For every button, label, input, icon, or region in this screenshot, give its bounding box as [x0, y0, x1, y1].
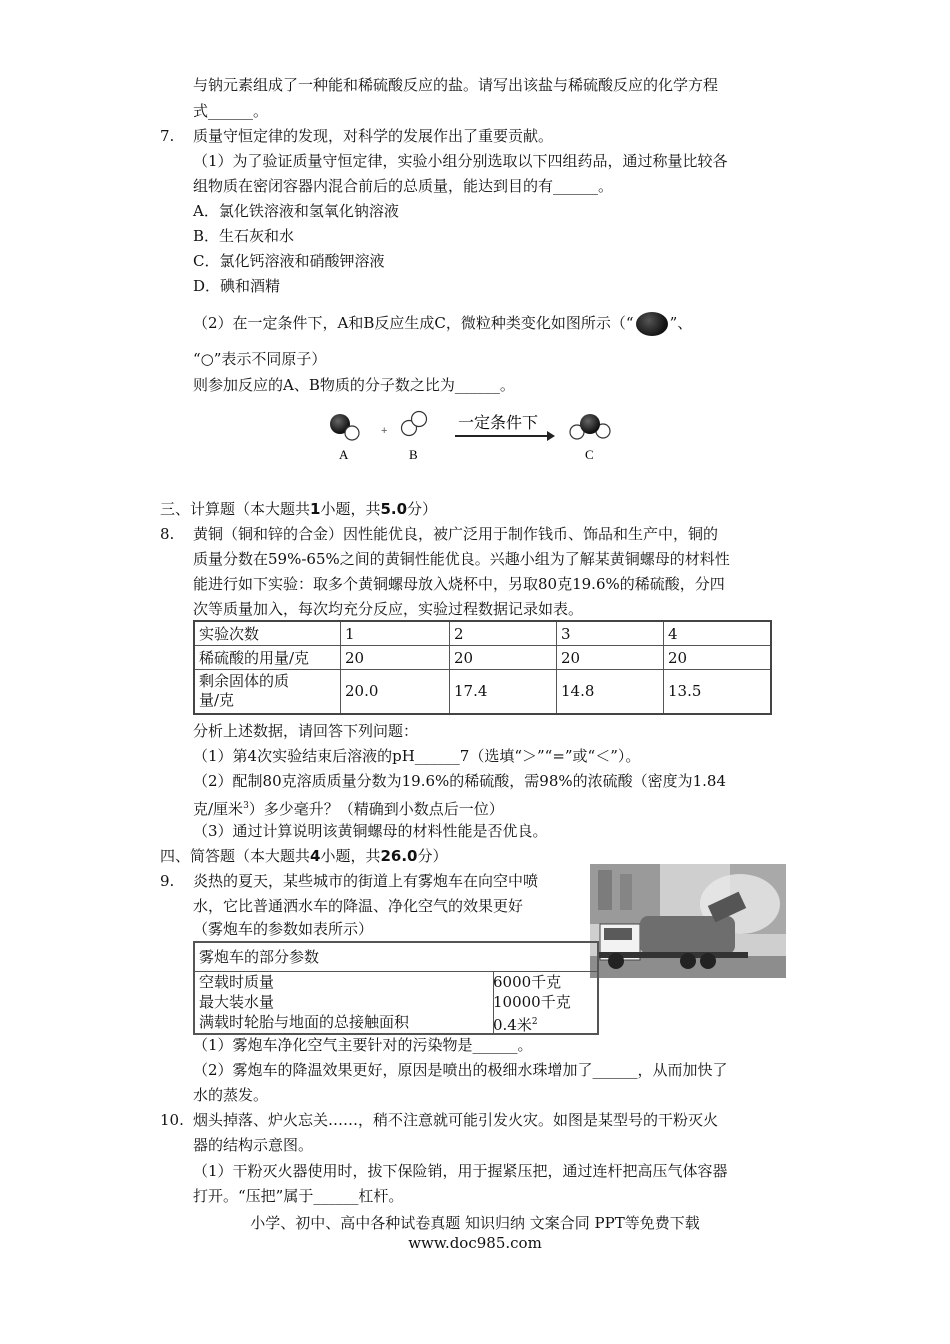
option-a: A．氯化铁溶液和氢氧化钠溶液 — [193, 202, 399, 220]
section-heading: 三、计算题（本大题共1小题，共5.0分） — [160, 500, 438, 518]
text-line: 能进行如下实验：取多个黄铜螺母放入烧杯中，另取80克19.6%的稀硫酸，分四 — [193, 575, 725, 593]
sub-question-1: （1）干粉灭火器使用时，拔下保险销，用于握紧压把，通过连杆把高压气体容器 — [193, 1162, 728, 1180]
table-cell: 20 — [557, 646, 664, 670]
text-line: “○”表示不同原子） — [193, 350, 327, 368]
sub-question-2: （2）雾炮车的降温效果更好，原因是喷出的极细水珠增加了______，从而加快了 — [193, 1061, 728, 1079]
label-a: A — [339, 447, 349, 462]
truck-parameters-table — [193, 941, 599, 1035]
param-labels — [195, 972, 494, 1033]
text-line: 器的结构示意图。 — [193, 1136, 314, 1154]
table-cell: 20.0 — [341, 670, 450, 714]
label-b: B — [409, 447, 418, 462]
question-stem: 质量守恒定律的发现，对科学的发展作出了重要贡献。 — [193, 127, 554, 145]
question-number: 8. — [160, 525, 175, 543]
text-line: 分析上述数据，请回答下列问题： — [193, 722, 419, 740]
table-cell: 13.5 — [664, 670, 772, 714]
table-cell: 20 — [341, 646, 450, 670]
table-row — [194, 621, 771, 646]
table-cell: 实验次数 — [194, 621, 341, 646]
text-line: 烟头掉落、炉火忘关……，稍不注意就可能引发火灾。如图是某型号的干粉灭火 — [193, 1111, 719, 1129]
arrow-label: 一定条件下 — [458, 413, 539, 432]
molecule-b — [402, 412, 427, 436]
reaction-arrow-icon — [455, 431, 555, 441]
sub-question-1: （1）第4次实验结束后溶液的pH______7（选填“＞”“=”或“＜”）。 — [193, 747, 641, 765]
question-number: 9. — [160, 872, 175, 890]
text-line: （1）为了验证质量守恒定律，实验小组分别选取以下四组药品，通过称量比较各 — [193, 152, 728, 170]
text-line: 炎热的夏天，某些城市的街道上有雾炮车在向空中喷 — [193, 872, 539, 890]
table-row — [194, 670, 771, 714]
sub-question-1: （1）雾炮车净化空气主要针对的污染物是______。 — [193, 1036, 533, 1054]
param-label: 空载时质量 — [199, 973, 275, 991]
param-value: 6000千克 — [493, 973, 562, 991]
text-line: 组物质在密闭容器内混合前后的总质量，能达到目的有______。 — [193, 177, 614, 195]
param-label: 最大装水量 — [199, 993, 275, 1011]
molecule-c — [570, 414, 610, 439]
table-header: 雾炮车的部分参数 — [195, 943, 599, 972]
reaction-diagram — [325, 404, 625, 466]
param-value: 10000千克 — [493, 993, 571, 1011]
table-cell: 4 — [664, 621, 772, 646]
table-cell: 剩余固体的质 量/克 — [194, 670, 341, 714]
param-values — [491, 972, 571, 1032]
table-cell: 2 — [450, 621, 557, 646]
table-cell: 3 — [557, 621, 664, 646]
black-atom-icon — [636, 312, 668, 336]
footer-text: 小学、初中、高中各种试卷真题 知识归纳 文案合同 PPT等免费下载 — [250, 1214, 700, 1232]
table-cell: 20 — [664, 646, 772, 670]
param-label: 满载时轮胎与地面的总接触面积 — [199, 1013, 410, 1031]
text-line: 水的蒸发。 — [193, 1086, 269, 1104]
text-line: 黄铜（铜和锌的合金）因性能优良，被广泛用于制作钱币、饰品和生产中，铜的 — [193, 525, 719, 543]
text-line: 次等质量加入，每次均充分反应，实验过程数据记录如表。 — [193, 600, 584, 618]
table-cell: 1 — [341, 621, 450, 646]
text-line: （2）在一定条件下，A和B反应生成C，微粒种类变化如图所示（“ ”、 — [193, 312, 692, 336]
question-number: 10. — [160, 1111, 184, 1129]
param-value: 0.4米$^2$ — [493, 1016, 538, 1034]
text-line: 与钠元素组成了一种能和稀硫酸反应的盐。请写出该盐与稀硫酸反应的化学方程 — [193, 76, 719, 94]
sub-question-3: （3）通过计算说明该黄铜螺母的材料性能是否优良。 — [193, 822, 548, 840]
experiment-table — [193, 620, 772, 715]
table-cell: 14.8 — [557, 670, 664, 714]
option-b: B．生石灰和水 — [193, 227, 295, 245]
text-line: 水，它比普通洒水车的降温、净化空气的效果更好 — [193, 897, 524, 915]
plus-sign: + — [381, 425, 388, 437]
table-row — [194, 646, 771, 670]
question-number: 7. — [160, 127, 175, 145]
text-line: 打开。“压把”属于______杠杆。 — [193, 1187, 404, 1205]
section-heading: 四、简答题（本大题共4小题，共26.0分） — [160, 847, 448, 865]
molecule-a — [330, 414, 359, 440]
footer-url[interactable]: www.doc985.com — [408, 1234, 542, 1252]
text-line: 式______。 — [193, 102, 269, 120]
sub-question-2: （2）配制80克溶质质量分数为19.6%的稀硫酸，需98%的浓硫酸（密度为1.84 — [193, 772, 727, 790]
option-c: C．氯化钙溶液和硝酸钾溶液 — [193, 252, 385, 270]
text-line: 质量分数在59%-65%之间的黄铜性能优良。兴趣小组为了解某黄铜螺母的材料性 — [193, 550, 730, 568]
table-cell: 稀硫酸的用量/克 — [194, 646, 341, 670]
fog-cannon-truck-photo — [590, 864, 786, 978]
text-line: 则参加反应的A、B物质的分子数之比为______。 — [193, 376, 515, 394]
table-cell: 17.4 — [450, 670, 557, 714]
option-d: D．碘和酒精 — [193, 277, 281, 295]
text-line: 克/厘米$^3$）多少毫升？（精确到小数点后一位） — [193, 800, 504, 818]
table-cell: 20 — [450, 646, 557, 670]
label-c: C — [585, 447, 594, 462]
text-line: （雾炮车的参数如表所示） — [193, 920, 374, 938]
